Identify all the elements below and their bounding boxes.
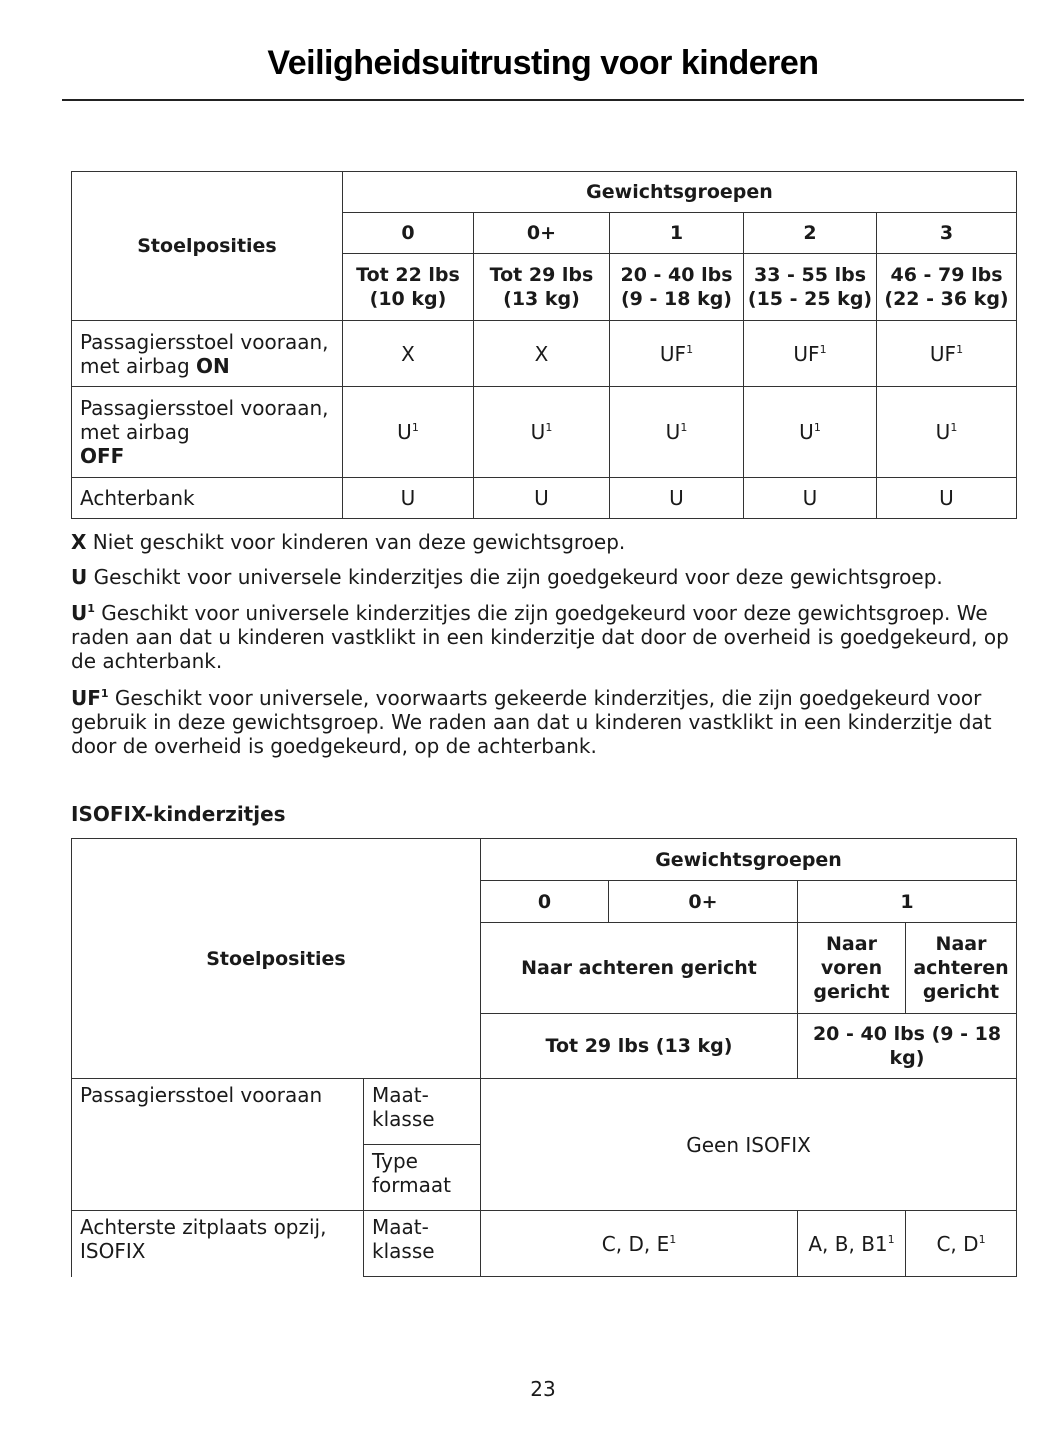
- direction-rear-header: Naar achteren gericht: [906, 923, 1017, 1014]
- table-row: [72, 1079, 1017, 1145]
- cell-footnote: 1: [819, 342, 827, 356]
- row-label: Passagiersstoel vooraan: [72, 1079, 364, 1211]
- row-label: [72, 321, 343, 387]
- weight-lbs: 33 - 55 lbs: [753, 264, 867, 286]
- cell: [877, 321, 1017, 387]
- isofix-table: [71, 838, 1017, 1277]
- seat-positions-header: Stoelposities: [72, 172, 343, 321]
- legend-item: [71, 601, 1021, 673]
- cell: [343, 387, 474, 478]
- cell-value: UF: [929, 341, 957, 366]
- seat-position-table: [71, 171, 1017, 519]
- legend-key: UF: [71, 686, 101, 710]
- cell-value: A, B, B1: [808, 1231, 888, 1256]
- legend-key: U: [71, 565, 88, 589]
- row-label-text: Passagiersstoel vooraan, met airbag: [80, 396, 329, 444]
- cell-value: U: [669, 486, 684, 510]
- cell-value: U: [939, 486, 954, 510]
- cell-value: C, D, E: [601, 1231, 670, 1256]
- page-title: Veiligheidsuitrusting voor kinderen: [267, 44, 819, 82]
- cell-value: U: [799, 420, 814, 444]
- weight-range: [474, 254, 610, 321]
- cell: [906, 1211, 1017, 1277]
- table-row: [72, 1211, 1017, 1277]
- group-header: 0: [481, 881, 609, 923]
- legend-text: Geschikt voor universele kinderzitjes die zijn goedgekeurd voor deze gewichtsgroep. We raden aan dat u kinderen vastklikt in een kinderzitje dat door de overheid is goedgekeurd, op de achterbank.: [71, 601, 1009, 673]
- weight-range: [610, 254, 744, 321]
- seat-positions-header: Stoelposities: [72, 839, 481, 1079]
- legend-text: Niet geschikt voor kinderen van deze gewichtsgroep.: [92, 530, 626, 554]
- cell-footnote: 1: [813, 421, 821, 434]
- legend-text: Geschikt voor universele kinderzitjes die zijn goedgekeurd voor deze gewichtsgroep.: [93, 565, 943, 589]
- group-header: 1: [798, 881, 1017, 923]
- cell-footnote: 1: [680, 421, 688, 434]
- cell: [474, 321, 610, 387]
- cell: [877, 478, 1017, 519]
- cell-footnote: 1: [950, 421, 958, 434]
- weight-lbs: Tot 22 lbs: [356, 264, 460, 286]
- weight-range: [744, 254, 877, 321]
- cell: [610, 321, 744, 387]
- cell-footnote: 1: [545, 421, 553, 434]
- group-header: 0: [343, 213, 474, 254]
- cell-value: X: [401, 341, 415, 366]
- size-class-label: Maat-klasse: [364, 1211, 481, 1277]
- cell: Geen ISOFIX: [481, 1079, 1017, 1211]
- cell: [474, 387, 610, 478]
- cell: [343, 478, 474, 519]
- cell-value: U: [665, 420, 681, 444]
- cell-value: U: [397, 420, 412, 444]
- weight-kg: (13 kg): [503, 288, 580, 310]
- group-header: 3: [877, 213, 1017, 254]
- cell: [474, 478, 610, 519]
- cell-footnote: 1: [887, 1232, 895, 1246]
- cell: [877, 387, 1017, 478]
- weight-groups-header: Gewichtsgroepen: [481, 839, 1017, 881]
- direction-forward-header: Naar voren gericht: [798, 923, 906, 1014]
- cell-footnote: 1: [978, 1232, 986, 1246]
- cell-value: X: [534, 341, 549, 366]
- legend-item: [71, 530, 1021, 554]
- weight-kg: (22 - 36 kg): [884, 288, 1009, 310]
- group-header: 1: [610, 213, 744, 254]
- legend-item: [71, 686, 1021, 758]
- weight-lbs: Tot 29 lbs: [489, 264, 594, 286]
- weight-lbs: 46 - 79 lbs: [890, 264, 1003, 286]
- cell-value: U: [935, 420, 951, 444]
- cell-footnote: 1: [686, 342, 694, 356]
- cell-value: U: [802, 486, 818, 510]
- airbag-state: OFF: [80, 444, 125, 468]
- legend-key-footnote: 1: [100, 687, 109, 700]
- weight-kg: (9 - 18 kg): [621, 288, 732, 310]
- row-label-text: Passagiersstoel vooraan, met airbag: [80, 329, 329, 378]
- page-number: 23: [530, 1377, 556, 1401]
- size-class-label: Maat-klasse: [364, 1079, 481, 1145]
- cell: [744, 387, 877, 478]
- weight-kg: (10 kg): [369, 288, 447, 310]
- table-row: [72, 321, 1017, 387]
- row-label-text: Achterbank: [80, 486, 195, 510]
- section-heading: ISOFIX-kinderzitjes: [71, 802, 286, 826]
- weight-range: [877, 254, 1017, 321]
- cell-footnote: 1: [669, 1232, 677, 1246]
- cell: [798, 1211, 906, 1277]
- weight-range: [343, 254, 474, 321]
- table-row: [72, 387, 1017, 478]
- cell-footnote: 1: [956, 342, 964, 356]
- legend-key: U: [71, 601, 88, 625]
- cell: [744, 321, 877, 387]
- legend-key: X: [71, 530, 87, 554]
- table-row: [72, 478, 1017, 519]
- group-header: 0+: [609, 881, 798, 923]
- airbag-state: ON: [196, 353, 230, 378]
- weight-groups-header: Gewichtsgroepen: [343, 172, 1017, 213]
- type-format-label: Type formaat: [364, 1145, 481, 1211]
- title-divider: [62, 99, 1024, 101]
- weight-range: Tot 29 lbs (13 kg): [481, 1014, 798, 1079]
- cell-footnote: 1: [411, 421, 419, 434]
- cell-value: C, D: [936, 1231, 979, 1256]
- cell-value: U: [400, 486, 416, 510]
- cell: [481, 1211, 798, 1277]
- legend-item: [71, 565, 1021, 589]
- cell-value: UF: [793, 341, 820, 366]
- row-label: [72, 387, 343, 478]
- cell-value: UF: [659, 341, 687, 366]
- weight-range: 20 - 40 lbs (9 - 18 kg): [798, 1014, 1017, 1079]
- row-label: [72, 478, 343, 519]
- cell-value: U: [534, 486, 549, 510]
- direction-rear-header: Naar achteren gericht: [481, 923, 798, 1014]
- legend-key-footnote: 1: [87, 602, 95, 615]
- row-label: Achterste zitplaats opzij, ISOFIX: [72, 1211, 364, 1277]
- cell: [343, 321, 474, 387]
- cell: [610, 478, 744, 519]
- group-header: 0+: [474, 213, 610, 254]
- cell: [610, 387, 744, 478]
- cell: [744, 478, 877, 519]
- weight-kg: (15 - 25 kg): [747, 288, 873, 310]
- group-header: 2: [744, 213, 877, 254]
- weight-lbs: 20 - 40 lbs: [620, 264, 733, 286]
- legend-text: Geschikt voor universele, voorwaarts gekeerde kinderzitjes, die zijn goedgekeurd voor gebruik in deze gewichtsgroep. We raden aan dat u kinderen vastklikt in een kinderzitje dat door de overheid is goedgekeurd, op de achterbank.: [71, 686, 992, 758]
- cell-value: U: [530, 420, 546, 444]
